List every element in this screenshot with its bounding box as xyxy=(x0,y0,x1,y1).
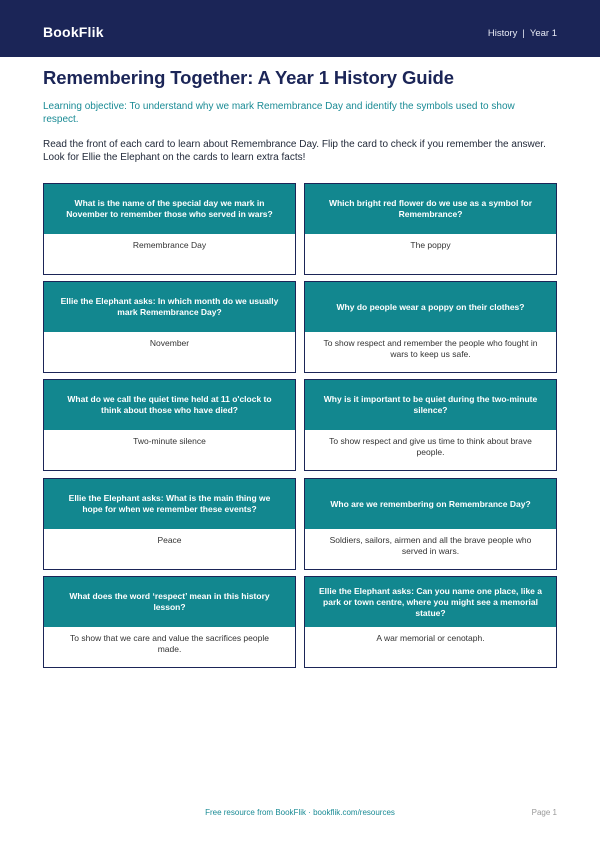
card-question: Ellie the Elephant asks: Can you name one place, like a park or town centre, where you might see a memorial statue? xyxy=(305,577,556,627)
breadcrumb-separator: | xyxy=(522,28,525,39)
footer-link[interactable]: Free resource from BookFlik · bookflik.com/resources xyxy=(205,808,395,817)
page-title: Remembering Together: A Year 1 History Guide xyxy=(43,67,454,88)
flashcard[interactable] xyxy=(43,576,296,668)
card-question: What do we call the quiet time held at 11 o'clock to think about those who have died? xyxy=(44,380,295,430)
flashcard[interactable] xyxy=(304,576,557,668)
flashcard[interactable] xyxy=(304,281,557,373)
learning-objective: Learning objective: To understand why we mark Remembrance Day and identify the symbols used to show respect. xyxy=(43,101,515,125)
card-answer: Remembrance Day xyxy=(132,240,207,250)
flashcard[interactable] xyxy=(43,379,296,471)
card-question: What does the word ‘respect’ mean in this history lesson? xyxy=(44,577,295,627)
card-question: Why do people wear a poppy on their clothes? xyxy=(305,282,556,332)
breadcrumb xyxy=(488,28,557,39)
card-answer: To show that we care and value the sacrifices people made. xyxy=(70,633,269,654)
intro-text: Read the front of each card to learn about Remembrance Day. Flip the card to check if you remember the answer. Look for Ellie the Elephant on the cards to learn extra facts! xyxy=(43,139,546,163)
card-question: Who are we remembering on Remembrance Day? xyxy=(305,479,556,529)
flashcard[interactable] xyxy=(43,478,296,570)
card-answer: A war memorial or cenotaph. xyxy=(376,633,485,643)
flashcard[interactable] xyxy=(304,478,557,570)
card-answer: Two-minute silence xyxy=(133,436,206,446)
card-question: Why is it important to be quiet during the two-minute silence? xyxy=(305,380,556,430)
card-answer: To show respect and remember the people who fought in wars to keep us safe. xyxy=(323,338,538,359)
flashcard[interactable] xyxy=(43,183,296,275)
header-bar xyxy=(0,0,600,57)
card-question: Ellie the Elephant asks: What is the main thing we hope for when we remember these events? xyxy=(44,479,295,529)
card-answer: Soldiers, sailors, airmen and all the brave people who served in wars. xyxy=(329,535,532,556)
card-question: Which bright red flower do we use as a symbol for Remembrance? xyxy=(305,184,556,234)
flashcard[interactable] xyxy=(304,379,557,471)
flashcard[interactable] xyxy=(304,183,557,275)
card-answer: November xyxy=(149,338,190,348)
flashcard[interactable] xyxy=(43,281,296,373)
card-answer: Peace xyxy=(157,535,182,545)
breadcrumb-subject[interactable]: History xyxy=(487,28,518,39)
breadcrumb-year[interactable]: Year 1 xyxy=(529,28,557,39)
card-answer: To show respect and give us time to think about brave people. xyxy=(329,436,532,457)
card-question: What is the name of the special day we mark in November to remember those who served in wars? xyxy=(44,184,295,234)
card-answer: The poppy xyxy=(410,240,451,250)
page-number: Page 1 xyxy=(531,808,557,817)
brand-logo[interactable]: BookFlik xyxy=(43,24,104,40)
card-question: Ellie the Elephant asks: In which month do we usually mark Remembrance Day? xyxy=(44,282,295,332)
